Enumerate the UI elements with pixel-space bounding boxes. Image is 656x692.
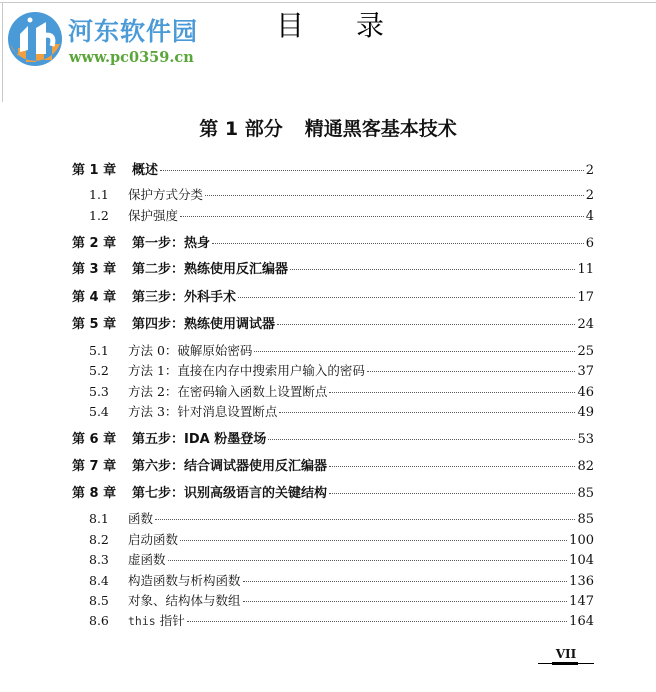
entry-title: 方法 0：破解原始密码: [128, 343, 253, 358]
entry-page-number: 164: [569, 614, 594, 629]
dot-leader: [329, 466, 575, 467]
entry-number: 1.2: [89, 208, 109, 223]
entry-page-number: 11: [577, 262, 594, 277]
toc-section-entry[interactable]: [72, 509, 594, 527]
page-folio: [538, 647, 594, 667]
dot-leader: [238, 297, 575, 298]
dot-leader: [290, 269, 575, 270]
entry-page-number: 6: [585, 236, 594, 251]
toc-chapter-entry[interactable]: [72, 313, 594, 332]
entry-number: 8.3: [89, 552, 109, 567]
toc-chapter-entry[interactable]: [72, 258, 594, 277]
entry-title: 对象、结构体与数组: [128, 593, 241, 608]
dot-leader: [268, 439, 575, 440]
entry-number: 8.1: [89, 511, 109, 526]
entry-page-number: 24: [577, 317, 594, 332]
toc-section-entry[interactable]: [72, 530, 594, 548]
entry-number: 第 2 章: [72, 236, 117, 251]
dot-leader: [277, 324, 575, 325]
toc-section-entry[interactable]: [72, 402, 594, 420]
entry-page-number: 17: [577, 290, 594, 305]
entry-number: 第 8 章: [72, 486, 117, 501]
entry-number: 第 1 章: [72, 163, 117, 178]
entry-number: 5.1: [89, 343, 109, 358]
entry-page-number: 104: [569, 553, 594, 568]
entry-title-text: 指针: [159, 613, 185, 628]
entry-number: 5.2: [89, 363, 109, 378]
watermark-site-name: 河东软件园: [68, 17, 199, 46]
dot-leader: [254, 351, 575, 352]
entry-title: 保护强度: [128, 208, 179, 223]
dot-leader: [243, 581, 568, 582]
entry-number: 第 4 章: [72, 290, 117, 305]
watermark: [6, 8, 216, 70]
part-heading: [0, 114, 656, 141]
toc-chapter-entry[interactable]: [72, 232, 594, 251]
entry-number: 8.2: [89, 532, 109, 547]
dot-leader: [168, 560, 568, 561]
entry-title: 第五步：IDA 粉墨登场: [132, 432, 267, 447]
dot-leader: [180, 540, 567, 541]
entry-number: 第 6 章: [72, 432, 117, 447]
entry-page-number: 25: [577, 344, 594, 359]
toc-section-entry[interactable]: [72, 185, 594, 203]
entry-number: 第 7 章: [72, 459, 117, 474]
entry-title: 虚函数: [128, 552, 166, 567]
toc-section-entry[interactable]: [72, 611, 594, 629]
entry-number: 8.4: [89, 573, 109, 588]
dot-leader: [212, 243, 584, 244]
entry-title: [128, 611, 185, 629]
dot-leader: [187, 621, 567, 622]
entry-title: 构造函数与析构函数: [128, 573, 241, 588]
toc-section-entry[interactable]: [72, 341, 594, 359]
dot-leader: [329, 493, 575, 494]
entry-number: 8.5: [89, 593, 109, 608]
entry-title: 方法 3：针对消息设置断点: [128, 404, 278, 419]
entry-title: 启动函数: [128, 532, 179, 547]
entry-title: 第七步：识别高级语言的关键结构: [132, 486, 328, 501]
entry-title-code: this: [128, 614, 156, 628]
toc-chapter-entry[interactable]: [72, 286, 594, 305]
folio-rule: [538, 661, 594, 667]
entry-title: 第一步：热身: [132, 236, 211, 251]
entry-number: 1.1: [89, 187, 109, 202]
entry-title: 第三步：外科手术: [132, 290, 237, 305]
dot-leader: [243, 601, 568, 602]
entry-page-number: 136: [569, 574, 594, 589]
dot-leader: [367, 371, 576, 372]
toc-section-entry[interactable]: [72, 571, 594, 589]
page-border-left: [2, 2, 3, 102]
watermark-site-url: www.pc0359.cn: [69, 49, 194, 66]
part-title: 精通黑客基本技术: [304, 118, 457, 140]
entry-title: 保护方式分类: [128, 187, 204, 202]
entry-number: 第 5 章: [72, 317, 117, 332]
page-border-top: [0, 2, 656, 3]
entry-page-number: 82: [577, 459, 594, 474]
toc-chapter-entry[interactable]: [72, 159, 594, 178]
dot-leader: [180, 216, 584, 217]
toc-section-entry[interactable]: [72, 382, 594, 400]
toc-section-entry[interactable]: [72, 206, 594, 224]
entry-title: 函数: [128, 511, 154, 526]
toc-chapter-entry[interactable]: [72, 428, 594, 447]
entry-page-number: 85: [577, 512, 594, 527]
toc-title: 目录: [276, 9, 437, 42]
entry-page-number: 100: [569, 533, 594, 548]
toc-section-entry[interactable]: [72, 550, 594, 568]
part-number: 第 1 部分: [199, 118, 283, 140]
toc-section-entry[interactable]: [72, 361, 594, 379]
entry-title: 第六步：结合调试器使用反汇编器: [132, 459, 328, 474]
dot-leader: [155, 519, 575, 520]
dot-leader: [279, 412, 575, 413]
toc-chapter-entry[interactable]: [72, 482, 594, 501]
entry-title: 第四步：熟练使用调试器: [132, 317, 276, 332]
entry-page-number: 53: [577, 432, 594, 447]
dot-leader: [329, 392, 575, 393]
dot-leader: [160, 170, 584, 171]
entry-title: 方法 1：直接在内存中搜索用户输入的密码: [128, 363, 365, 378]
entry-page-number: 85: [577, 486, 594, 501]
toc-section-entry[interactable]: [72, 591, 594, 609]
entry-title: 概述: [132, 163, 159, 178]
entry-title: 第二步：熟练使用反汇编器: [132, 262, 289, 277]
site-logo-icon: [6, 10, 64, 68]
entry-page-number: 2: [585, 188, 594, 203]
entry-number: 5.3: [89, 384, 109, 399]
entry-page-number: 4: [585, 209, 594, 224]
entry-number: 第 3 章: [72, 262, 117, 277]
entry-page-number: 147: [569, 594, 594, 609]
entry-title: 方法 2：在密码输入函数上设置断点: [128, 384, 328, 399]
entry-page-number: 49: [577, 405, 594, 420]
entry-number: 8.6: [89, 613, 109, 628]
entry-number: 5.4: [89, 404, 109, 419]
entry-page-number: 46: [577, 385, 594, 400]
entry-page-number: 37: [577, 364, 594, 379]
dot-leader: [205, 195, 584, 196]
entry-page-number: 2: [585, 163, 594, 178]
toc-chapter-entry[interactable]: [72, 455, 594, 474]
page-number: VII: [555, 647, 577, 661]
